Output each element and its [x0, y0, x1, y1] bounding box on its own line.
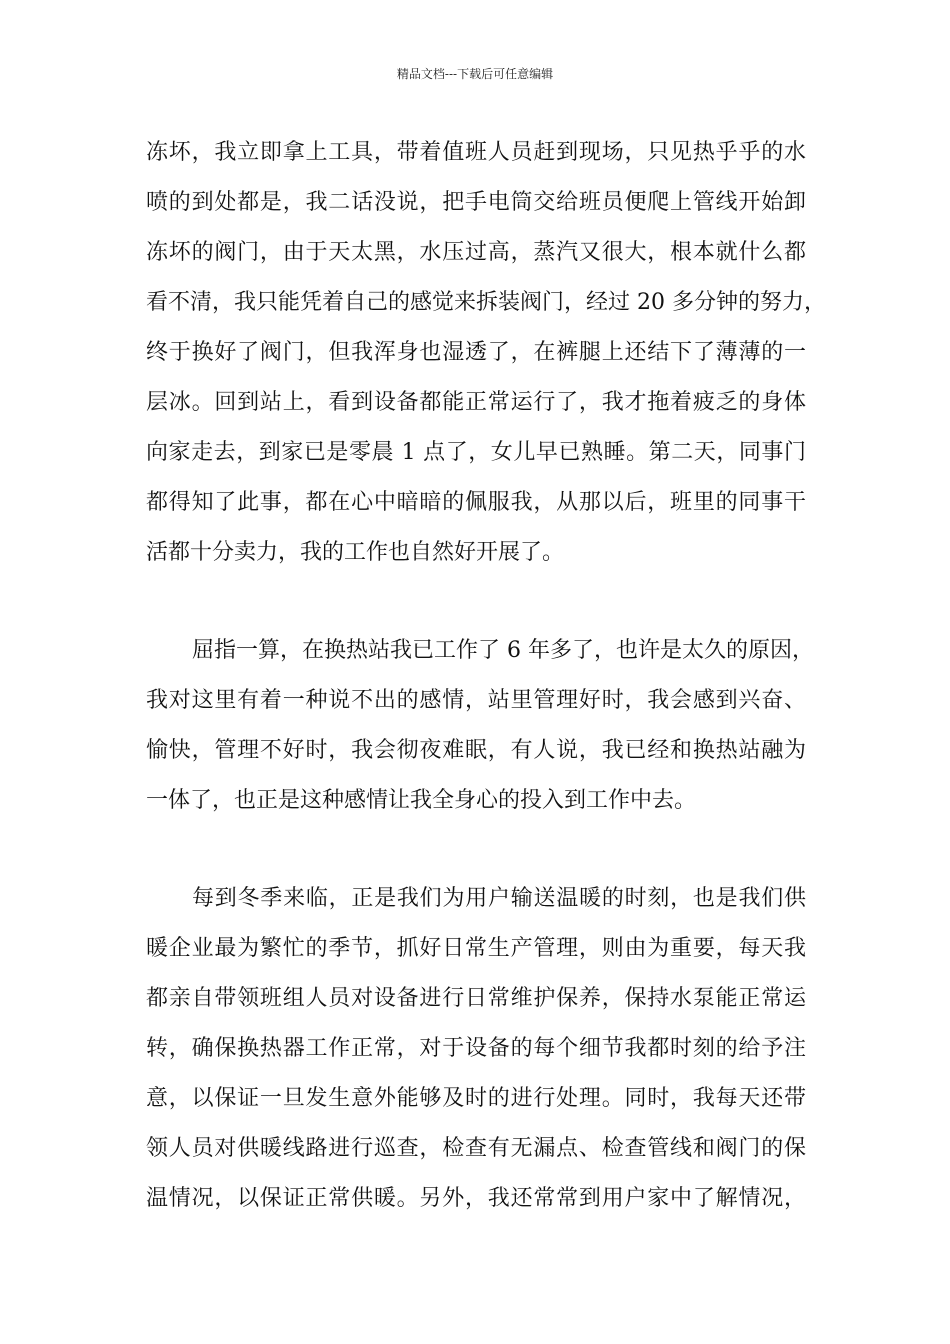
paragraph-spacer	[146, 578, 806, 626]
paragraph-1	[146, 128, 826, 578]
text-line: 终于换好了阀门，但我浑身也湿透了，在裤腿上还结下了薄薄的一	[146, 340, 806, 365]
text-line: 看不清，我只能凭着自己的感觉来拆装阀门，经过 20 多分钟的努力，	[146, 290, 826, 315]
text-line: 喷的到处都是，我二话没说，把手电筒交给班员便爬上管线开始卸	[146, 190, 806, 215]
text-line: 屈指一算，在换热站我已工作了 6 年多了，也许是太久的原因，	[192, 638, 814, 663]
text-line: 愉快，管理不好时，我会彻夜难眠，有人说，我已经和换热站融为	[146, 738, 806, 763]
text-line: 都得知了此事，都在心中暗暗的佩服我，从那以后，班里的同事干	[146, 490, 806, 515]
text-line: 层冰。回到站上，看到设备都能正常运行了，我才拖着疲乏的身体	[146, 390, 806, 415]
paragraph-3	[146, 874, 806, 1224]
text-line: 转，确保换热器工作正常，对于设备的每个细节我都时刻的给予注	[146, 1036, 806, 1061]
paragraph-2	[146, 626, 814, 826]
text-line: 我对这里有着一种说不出的感情，站里管理好时，我会感到兴奋、	[146, 688, 806, 713]
text-line: 领人员对供暖线路进行巡查，检查有无漏点、检查管线和阀门的保	[146, 1136, 806, 1161]
paragraph-spacer	[146, 826, 806, 874]
text-line: 都亲自带领班组人员对设备进行日常维护保养，保持水泵能正常运	[146, 986, 806, 1011]
text-line: 向家走去，到家已是零晨 1 点了，女儿早已熟睡。第二天，同事门	[146, 440, 806, 465]
text-line: 每到冬季来临，正是我们为用户输送温暖的时刻，也是我们供	[192, 886, 806, 911]
text-line: 一体了，也正是这种感情让我全身心的投入到工作中去。	[146, 788, 697, 813]
page-header: 精品文档---下载后可任意编辑	[396, 67, 554, 81]
text-line: 活都十分卖力，我的工作也自然好开展了。	[146, 540, 565, 565]
text-line: 温情况，以保证正常供暖。另外，我还常常到用户家中了解情况，	[146, 1186, 806, 1211]
text-line: 冻坏，我立即拿上工具，带着值班人员赶到现场，只见热乎乎的水	[146, 140, 806, 165]
text-line: 暖企业最为繁忙的季节，抓好日常生产管理，则由为重要，每天我	[146, 936, 806, 961]
document-body	[146, 128, 826, 1224]
text-line: 意，以保证一旦发生意外能够及时的进行处理。同时，我每天还带	[146, 1086, 806, 1111]
text-line: 冻坏的阀门，由于天太黑，水压过高，蒸汽又很大，根本就什么都	[146, 240, 806, 265]
